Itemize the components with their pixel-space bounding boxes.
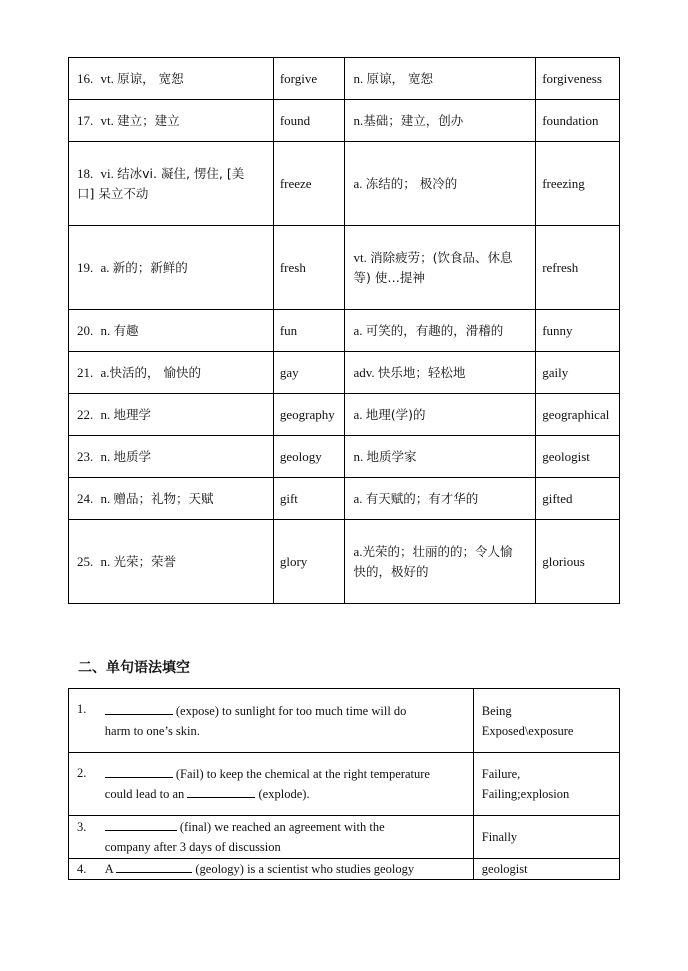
question-line-1: (expose) to sunlight for too much time will do — [175, 703, 407, 718]
part-of-speech: n. — [100, 490, 111, 506]
derivative-word: freezing — [536, 142, 620, 226]
part-of-speech: a. — [100, 259, 110, 275]
meaning: 地理学 — [113, 406, 152, 422]
table-row — [69, 142, 620, 226]
question-line-2-end: (explode). — [258, 787, 310, 801]
row-number: 20. — [77, 322, 94, 338]
derivative-meaning: 基础；建立，创办 — [363, 112, 464, 128]
derivative-meaning: 快乐地；轻松地 — [377, 364, 466, 380]
derivative-pos: a. — [353, 543, 363, 559]
row-number: 25. — [77, 553, 94, 569]
meaning: 赠品；礼物；天赋 — [113, 490, 214, 506]
meaning: 新的；新鲜的 — [112, 259, 188, 275]
derivative-word: glorious — [536, 520, 620, 604]
meaning: 有趣 — [113, 322, 139, 338]
derivative-meaning-line-2: 快的，极好的 — [353, 563, 429, 579]
row-number: 24. — [77, 490, 94, 506]
row-number: 16. — [77, 70, 94, 86]
answer-line-1: Failure, — [481, 767, 521, 781]
question-number: 3. — [69, 816, 97, 859]
vocabulary-table — [68, 57, 620, 604]
question-text — [97, 753, 474, 816]
derivative-meaning-line-1: 消除疲劳；(饮食品、休息 — [370, 249, 513, 265]
word: gift — [273, 478, 345, 520]
meaning-line-2: 口] 呆立不动 — [77, 185, 149, 201]
question-line-2: harm to one’s skin. — [104, 723, 200, 738]
meaning-line-1: 结冰vi. 凝住, 愣住, [美 — [117, 165, 245, 181]
derivative-meaning: 有天赋的；有才华的 — [365, 490, 479, 506]
answer-cell: geologist — [473, 859, 619, 880]
table-row — [69, 436, 620, 478]
grammar-fill-table — [68, 688, 620, 880]
question-start: A — [104, 862, 114, 876]
derivative-word: refresh — [536, 226, 620, 310]
answer-blank[interactable] — [187, 785, 255, 798]
question-text — [97, 689, 474, 753]
answer-line-1: Being — [481, 703, 512, 718]
answer-line-2: Exposed\exposure — [481, 723, 574, 738]
row-number: 22. — [77, 406, 94, 422]
question-line-1: (final) we reached an agreement with the — [179, 820, 385, 834]
derivative-pos: a. — [353, 490, 363, 506]
derivative-word: funny — [536, 310, 620, 352]
word: fun — [273, 310, 345, 352]
row-number: 21. — [77, 364, 94, 380]
derivative-meaning-line-2: 等) 使…提神 — [353, 269, 425, 285]
question-line-2-start: could lead to an — [104, 787, 185, 801]
word: glory — [273, 520, 345, 604]
table-row — [69, 226, 620, 310]
part-of-speech: n. — [100, 448, 111, 464]
answer-cell — [473, 689, 619, 753]
derivative-word: gifted — [536, 478, 620, 520]
derivative-word: geographical — [536, 394, 620, 436]
word: gay — [273, 352, 345, 394]
table-row — [69, 753, 620, 816]
word: found — [273, 100, 345, 142]
question-number: 1. — [69, 689, 97, 753]
table-row — [69, 478, 620, 520]
word: fresh — [273, 226, 345, 310]
answer-blank[interactable] — [105, 818, 177, 831]
part-of-speech: vt. — [100, 70, 114, 86]
section-title: 二、单句语法填空 — [78, 660, 190, 676]
meaning: 光荣；荣誉 — [113, 553, 177, 569]
meaning: 快活的， 愉快的 — [109, 364, 202, 380]
part-of-speech: n. — [100, 322, 111, 338]
meaning: 建立；建立 — [117, 112, 180, 128]
question-text — [97, 859, 474, 880]
question-end: (geology) is a scientist who studies geology — [195, 862, 415, 876]
word: geography — [273, 394, 345, 436]
derivative-pos: adv. — [353, 364, 375, 380]
derivative-pos: vt. — [353, 249, 367, 265]
question-line-2: company after 3 days of discussion — [104, 840, 281, 854]
answer-cell: Finally — [473, 816, 619, 859]
derivative-meaning: 地理(学)的 — [365, 406, 426, 422]
row-number: 18. — [77, 165, 94, 181]
derivative-word: forgiveness — [536, 58, 620, 100]
derivative-pos: n. — [353, 112, 364, 128]
answer-blank[interactable] — [105, 765, 173, 778]
word: freeze — [273, 142, 345, 226]
meaning: 原谅， 宽恕 — [117, 70, 184, 86]
meaning: 地质学 — [113, 448, 152, 464]
derivative-word: geologist — [536, 436, 620, 478]
derivative-meaning-line-1: 光荣的；壮丽的的；令人愉 — [362, 543, 513, 559]
derivative-meaning: 冻结的； 极冷的 — [365, 175, 458, 191]
derivative-pos: n. — [353, 70, 364, 86]
answer-blank[interactable] — [105, 702, 173, 715]
question-number: 4. — [69, 859, 97, 880]
answer-blank[interactable] — [116, 860, 192, 873]
table-row — [69, 520, 620, 604]
table-row — [69, 394, 620, 436]
table-row — [69, 816, 620, 859]
answer-cell — [473, 753, 619, 816]
derivative-meaning: 可笑的，有趣的，滑稽的 — [365, 322, 504, 338]
question-text — [97, 816, 474, 859]
word: geology — [273, 436, 345, 478]
table-row — [69, 859, 620, 880]
table-row — [69, 58, 620, 100]
part-of-speech: vt. — [100, 112, 114, 128]
derivative-pos: a. — [353, 175, 363, 191]
derivative-pos: n. — [353, 448, 364, 464]
answer-line-2: Failing;explosion — [481, 787, 570, 801]
table-row — [69, 352, 620, 394]
part-of-speech: n. — [100, 406, 111, 422]
derivative-pos: a. — [353, 322, 363, 338]
question-line-1: (Fail) to keep the chemical at the right temperature — [175, 767, 430, 781]
table-row — [69, 100, 620, 142]
row-number: 17. — [77, 112, 94, 128]
table-row — [69, 689, 620, 753]
question-number: 2. — [69, 753, 97, 816]
word: forgive — [273, 58, 345, 100]
derivative-pos: a. — [353, 406, 363, 422]
derivative-word: foundation — [536, 100, 620, 142]
row-number: 23. — [77, 448, 94, 464]
part-of-speech: n. — [100, 553, 111, 569]
part-of-speech: a. — [100, 364, 110, 380]
part-of-speech: vi. — [100, 165, 114, 181]
derivative-meaning: 地质学家 — [366, 448, 417, 464]
table-row — [69, 310, 620, 352]
row-number: 19. — [77, 259, 94, 275]
derivative-meaning: 原谅， 宽恕 — [366, 70, 433, 86]
derivative-word: gaily — [536, 352, 620, 394]
